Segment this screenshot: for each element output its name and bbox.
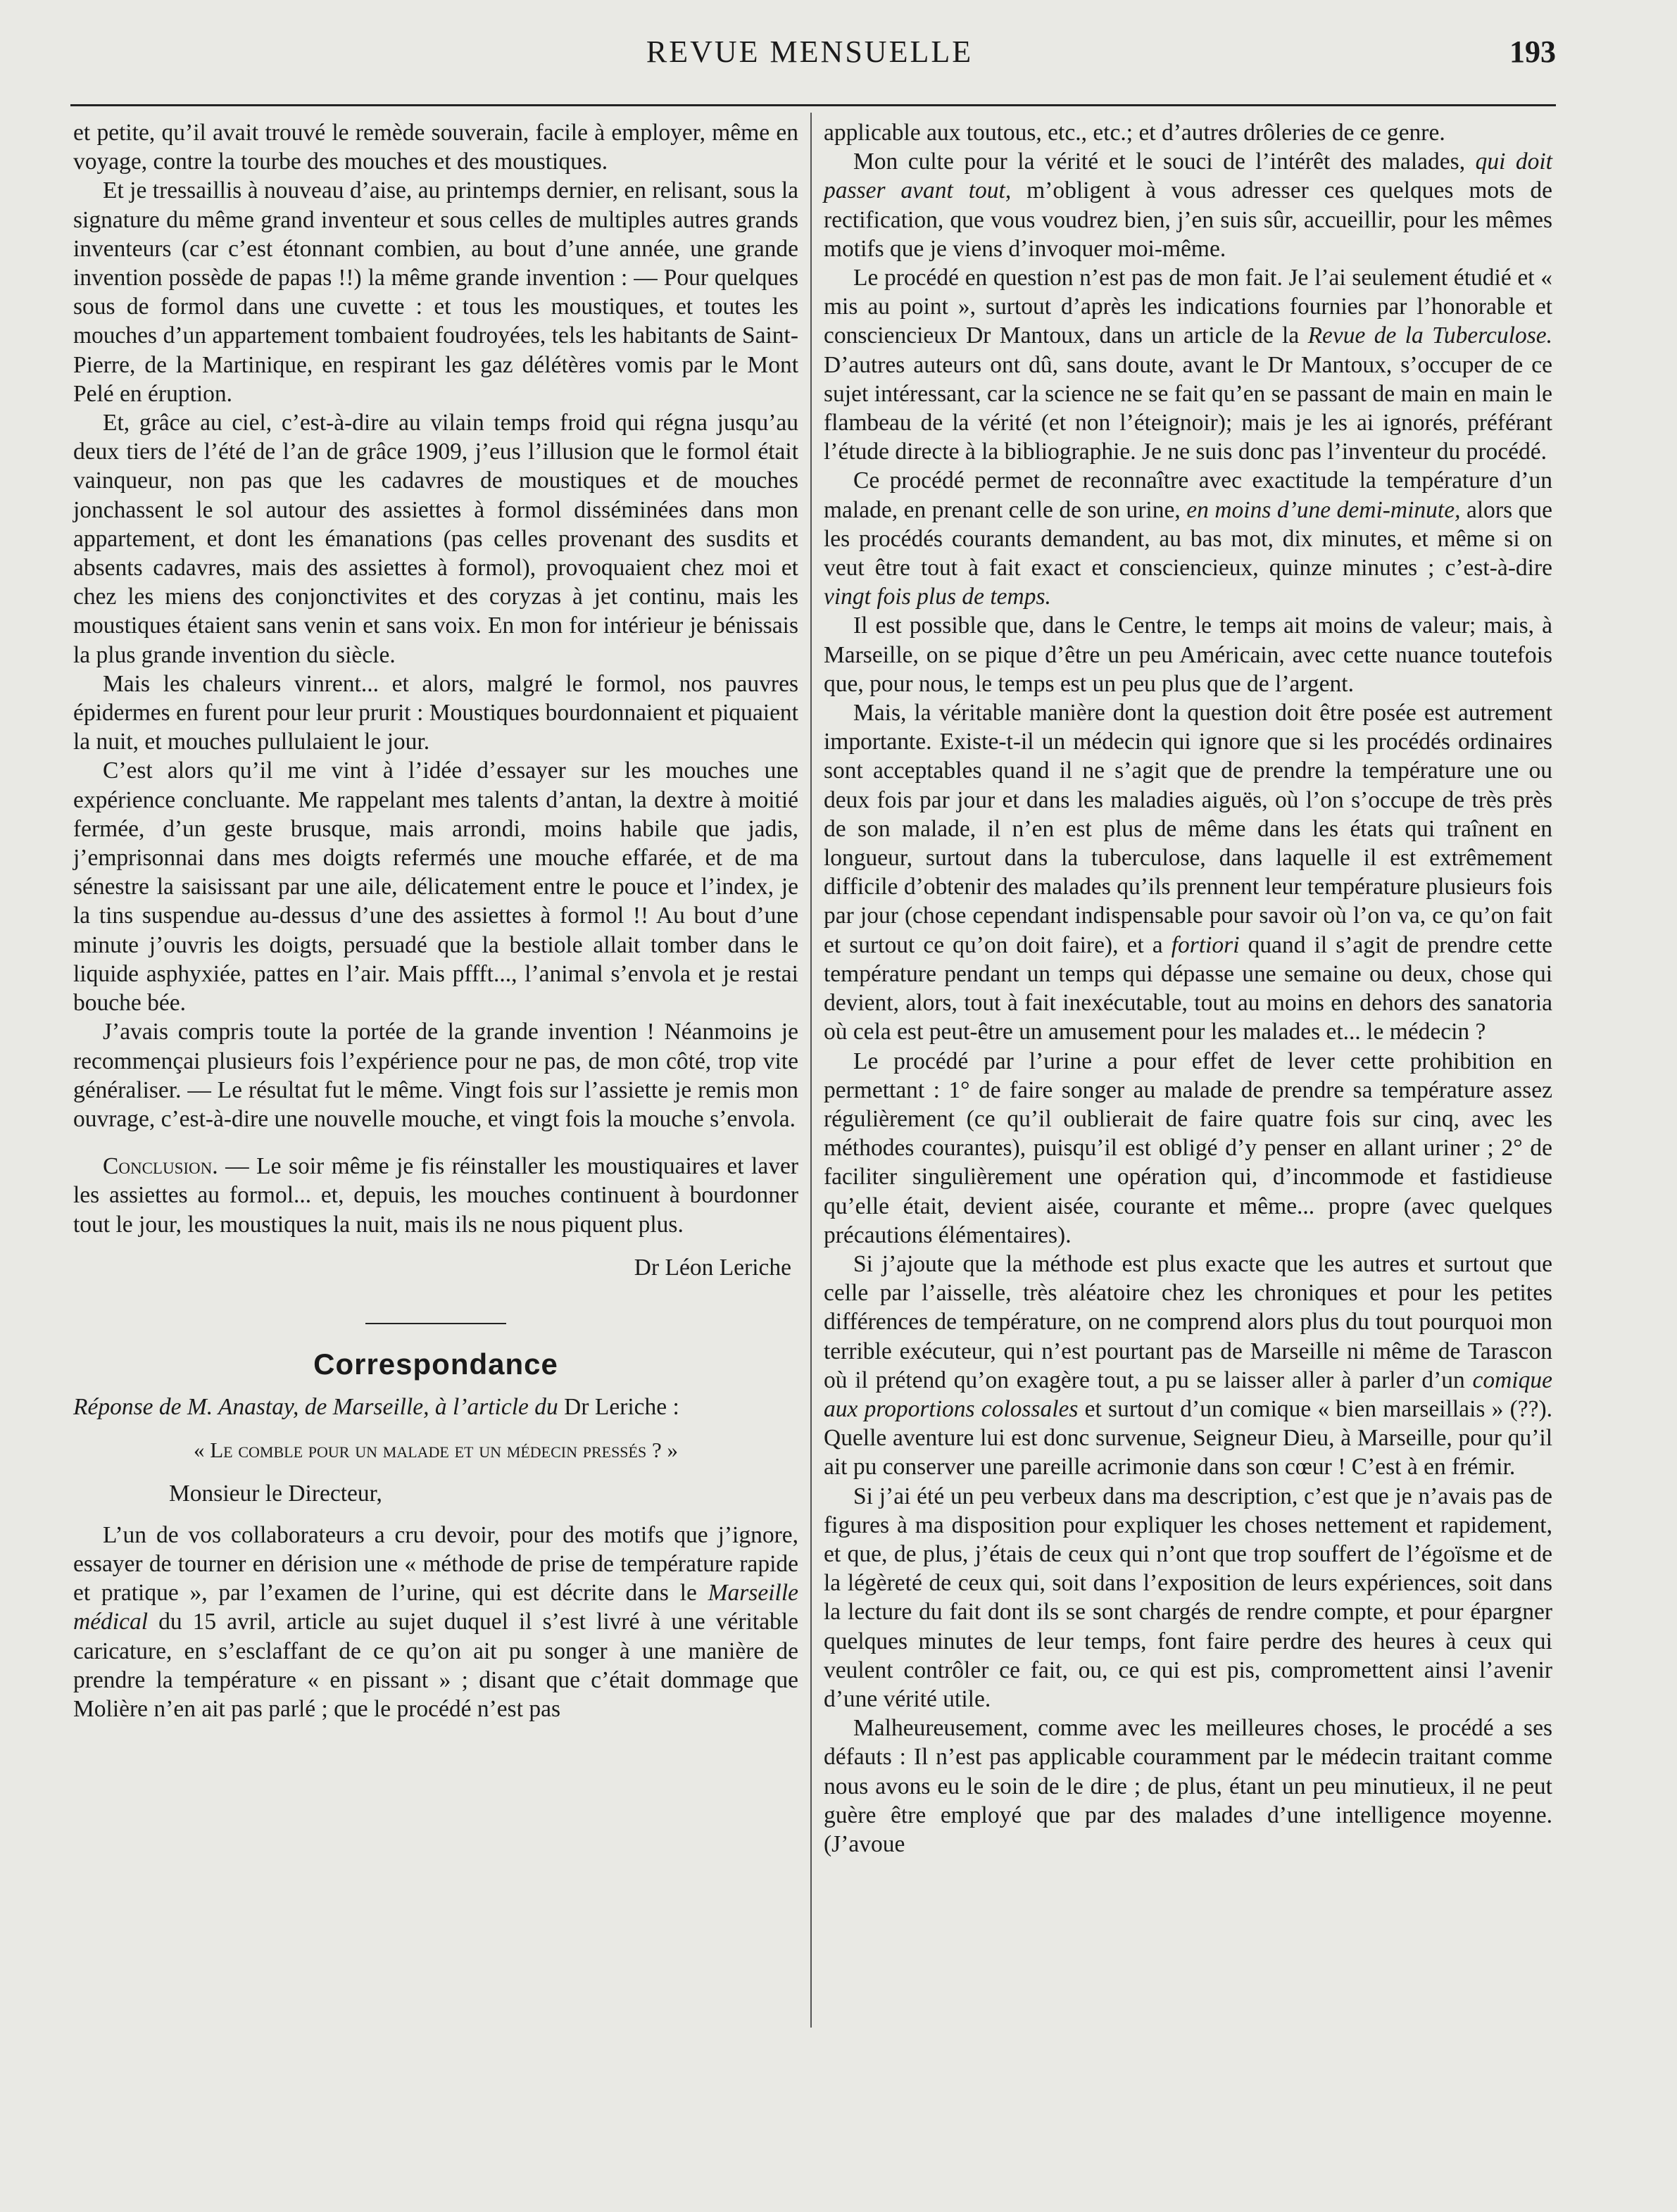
text-run: Le procédé en question n’est pas de mon fait. Je l’ai seulement étudié et « mis au point », surtout d’après les indications fournies par l’honorable et consciencieux Dr Mantoux, dans un article de la: [824, 265, 1552, 349]
paragraph: et petite, qu’il avait trouvé le remède souverain, facile à employer, même en voyage, contre la tourbe des mouches et des moustiques.: [73, 120, 798, 175]
paragraph: Et, grâce au ciel, c’est-à-dire au vilain temps froid qui régna jusqu’au deux tiers de l’été de l’an de grâce 1909, j’eus l’illusion que le formol était vainqueur, non pas que les cadavres de moustiques et de mouches jonchassent le sol autour des assiettes à formol disséminées dans mon appartement, et dont les émanations (pas celles provenant des susdits et absents cadavres, mais des assiettes à formol), provoquaient chez moi et chez les miens des conjonctivites et des coryzas à jet continu, mais les moustiques étaient sans venin et sans voix. En mon for intérieur je bénissais la plus grande invention du siècle.: [73, 410, 798, 668]
text-run: Mais, la véritable manière dont la question doit être posée est autrement importante. Existe-t-il un médecin qui ignore que si les procédés ordinaires sont acceptables quand il ne s’agit que de prendre la température une ou deux fois par jour et dans les maladies aiguës, où l’on s’occupe de très près de son malade, il n’en est plus de même dans les états qui traînent en longueur, surtout dans la tuberculose, dans laquelle il est extrêmement difficile d’obtenir des malades qu’ils prennent leur température plusieurs fois par jour (chose cependant indispensable pour savoir où l’on va, ce qu’on fait et surtout ce qu’on doit faire), et a: [824, 700, 1552, 958]
text-run: du 15 avril, article au sujet duquel il s’est livré à une véritable caricature, en s’esclaffant de ce qu’on ait pu songer à une manière de prendre la température « en pissant » ; disant que c’était dommage que Molière n’en ait pas parlé ; que le procédé n’est pas: [73, 1609, 798, 1722]
conclusion-paragraph: [73, 1152, 798, 1239]
paragraph: Si j’ai été un peu verbeux dans ma description, c’est que je n’avais pas de figures à ma disposition pour expliquer les choses nettement et rapidement, et que, de plus, j’étais de ceux qui n’ont que trop souffert de l’égoïsme et de la légèreté de ceux qui, soit dans l’exposition de leurs expériences, soit dans la lecture du fait dont ils se sont chargés de rendre compte, et pour épargner quelques minutes de leur temps, font faire perdre des heures à ceux qui veulent contrôler ce fait, ou, ce qui est pis, compromettent ainsi l’avenir d’une vérité utile.: [824, 1483, 1552, 1712]
paragraph: [824, 698, 1552, 1046]
emphasis: vingt fois plus de temps.: [824, 584, 1051, 610]
paragraph: [824, 1250, 1552, 1482]
paragraph: Il est possible que, dans le Centre, le temps ait moins de valeur; mais, à Marseille, on se pique d’être un peu Américain, avec cette nuance toutefois que, pour nous, le temps est un peu plus que de l’argent.: [824, 612, 1552, 697]
paragraph: [824, 263, 1552, 466]
section-heading: Correspondance: [313, 1347, 558, 1381]
text-run: L’un de vos collaborateurs a cru devoir, pour des motifs que j’ignore, essayer de tourner en dérision une « méthode de prise de température rapide et pratique », par l’examen de l’urine, qui est décrite dans le: [73, 1521, 798, 1607]
reply-intro: [73, 1393, 798, 1421]
paragraph: applicable aux toutous, etc., etc.; et d’autres drôleries de ce genre.: [824, 120, 1445, 146]
emphasis: en moins d’une demi-minute,: [1186, 496, 1461, 523]
text-run: Si j’ajoute que la méthode est plus exacte que les autres et surtout que celle par l’aisselle, très aléatoire chez les chroniques et pour les petites différences de température, on ne comprend alors plus du tout pourquoi mon terrible exécuteur, qui n’est pourtant pas de Marseille ni même de Tarascon où il prétend qu’on exagère tout, a pu se laisser aller à parler d’un: [824, 1250, 1552, 1393]
text-run: D’autres auteurs ont dû, sans doute, avant le Dr Mantoux, s’occuper de ce sujet intéressant, car la science ne se fait qu’en se passant de main en main le flambeau de la vérité (et non l’éteignoir); mais je les ai ignorés, préférant l’étude directe à la bibliographie. Je ne suis donc pas l’inventeur du procédé.: [824, 351, 1552, 465]
paragraph: C’est alors qu’il me vint à l’idée d’essayer sur les mouches une expérience concluante. Me rappelant mes talents d’antan, la dextre à moitié fermée, d’un geste brusque, mais arrondi, moins habile que jadis, j’emprisonnai dans mes doigts refermés une mouche effarée, et de ma sénestre la saisissant par une aile, délicatement entre le pouce et l’index, je la tins suspendue au-dessus d’une des assiettes à formol !! Au bout d’une minute j’ouvris les doigts, persuadé que la bestiole allait tomber dans le liquide asphyxiée, pattes en l’air. Mais pffft..., l’animal s’envola et je restai bouche bée.: [73, 758, 798, 1017]
text-run: et surtout d’un comique « bien marseillais » (??). Quelle aventure lui est donc survenue, Seigneur Dieu, à Marseille, pour qu’il ait pu conserver une pareille acrimonie dans son cœur ! C’est à en frémir.: [824, 1395, 1552, 1481]
right-column: [824, 118, 1552, 1859]
paragraph: [73, 1521, 798, 1723]
running-title: REVUE MENSUELLE: [646, 34, 974, 69]
page-number: 193: [1509, 34, 1556, 69]
column-divider: [810, 113, 812, 2028]
paragraph: [824, 147, 1552, 263]
conclusion-text: — Le soir même je fis réinstaller les moustiquaires et laver les assiettes au formol... et, depuis, les mouches continuent à bourdonner tout le jour, les moustiques la nuit, mais ils ne nous piquent plus.: [73, 1153, 798, 1238]
paragraph: Malheureusement, comme avec les meilleures choses, le procédé a ses défauts : Il n’est pas applicable couramment par le médecin traitant comme nous avons eu le soin de le dire ; de plus, étant un peu minutieux, il ne peut guère être employé que par des malades d’une intelligence moyenne. (J’avoue: [824, 1715, 1552, 1857]
conclusion-label: Conclusion.: [103, 1153, 218, 1180]
text-run: alors que les procédés courants demandent, au bas mot, dix minutes, et même si on veut être tout à fait exact et consciencieux, quinze minutes ; c’est-à-dire: [824, 496, 1552, 582]
left-column: [73, 118, 798, 1723]
section-separator: [365, 1323, 506, 1324]
page-header: [70, 34, 1556, 77]
text-run: m’obligent à vous adresser ces quelques mots de rectification, que vous voudrez bien, j’en suis sûr, accueillir, pour les mêmes motifs que je viens d’invoquer moi-même.: [824, 177, 1552, 262]
paragraph: [824, 466, 1552, 611]
text-run: quand il s’agit de prendre cette température pendant un temps qui dépasse une semaine ou deux, chose qui devient, alors, tout à fait inexécutable, tout au moins en dehors des sanatoria où cela est peut-être un amusement pour les malades et... le médecin ?: [824, 931, 1552, 1045]
paragraph: Mais les chaleurs vinrent... et alors, malgré le formol, nos pauvres épidermes en furent pour leur prurit : Moustiques bourdonnaient et piquaient la nuit, et mouches pullulaient le jour.: [73, 670, 798, 755]
emphasis: comique aux proportions colossales: [824, 1366, 1552, 1422]
reply-intro-text: Réponse de M. Anastay, de Marseille, à l’article du: [73, 1394, 565, 1421]
reply-intro-author: Dr Leriche :: [564, 1394, 679, 1421]
header-rule: [70, 104, 1556, 106]
emphasis: qui doit passer avant tout,: [824, 149, 1552, 204]
quoted-article-title: « Le comble pour un malade et un médecin pressés ? »: [194, 1438, 678, 1463]
emphasis: fortiori: [1171, 931, 1240, 958]
salutation: Monsieur le Directeur,: [169, 1480, 382, 1507]
paragraph: Et je tressaillis à nouveau d’aise, au printemps dernier, en relisant, sous la signature du même grand inventeur et sous celles de multiples autres grands inventeurs (car c’est étonnant combien, au bout d’une année, une grande invention possède de papas !!) la même grande invention : — Pour quelques sous de formol dans une cuvette : et tous les moustiques, et toutes les mouches d’un appartement tombaient foudroyées, tels les habitants de Saint-Pierre, de la Martinique, en respirant les gaz délétères vomis par le Mont Pelé en éruption.: [73, 177, 798, 407]
journal-title: Revue de la Tuberculose.: [1307, 322, 1552, 349]
paragraph: J’avais compris toute la portée de la grande invention ! Néanmoins je recommençai plusieurs fois l’expérience pour ne pas, de mon côté, trop vite généraliser. — Le résultat fut le même. Vingt fois sur l’assiette je remis mon ouvrage, c’est-à-dire une nouvelle mouche, et vingt fois la mouche s’envola.: [73, 1019, 798, 1132]
author-signature: Dr Léon Leriche: [634, 1254, 791, 1281]
paragraph: Le procédé par l’urine a pour effet de lever cette prohibition en permettant : 1° de faire songer au malade de prendre sa température assez régulièrement (ce qu’il oublierait de faire quatre fois sur cinq, avec les méthodes courantes), puisqu’il est obligé d’y penser en allant uriner ; 2° de faciliter singulièrement une opération qui, d’incommode et fastidieuse qu’elle était, devient aisée, courante et même... propre (avec quelques précautions élémentaires).: [824, 1048, 1552, 1248]
text-run: Mon culte pour la vérité et le souci de l’intérêt des malades,: [853, 149, 1476, 175]
text-run: Ce procédé permet de reconnaître avec exactitude la température d’un malade, en prenant celle de son urine,: [824, 467, 1552, 523]
journal-title: Marseille médical: [73, 1580, 798, 1635]
